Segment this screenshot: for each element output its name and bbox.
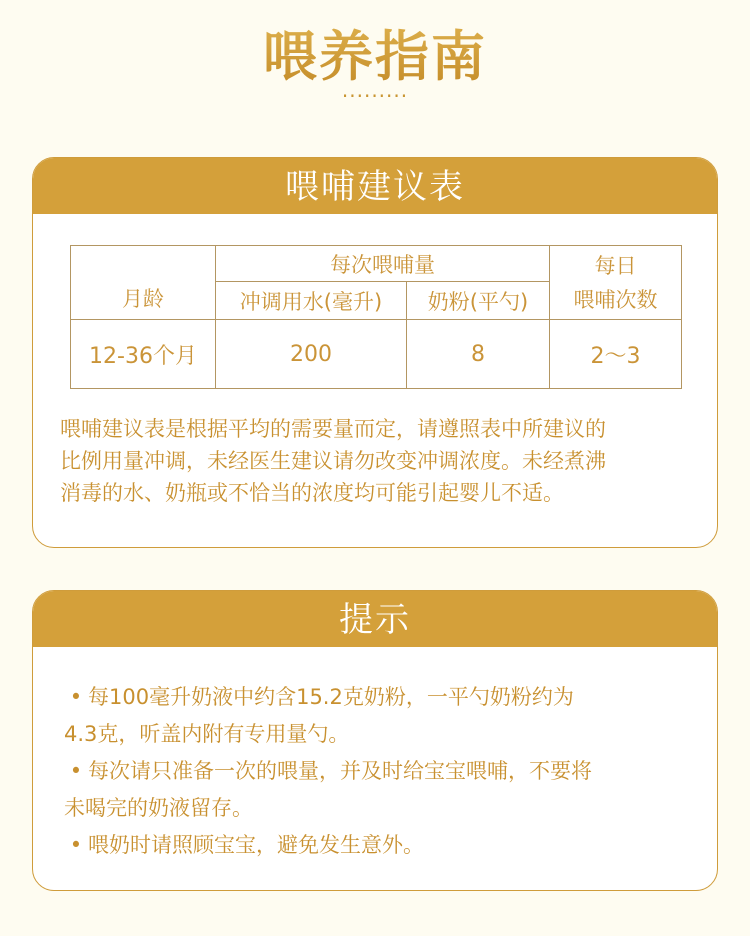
header-age: 月龄 xyxy=(71,246,216,320)
header-daily-line1: 每日 xyxy=(594,253,637,278)
tip-item-continued xyxy=(64,790,704,827)
tip-text: 4.3克，听盖内附有专用量勺。 xyxy=(64,722,350,746)
cell-powder: 8 xyxy=(407,320,550,389)
header-per-feed: 每次喂哺量 xyxy=(216,246,550,282)
note-line: 比例用量冲调，未经医生建议请勿改变冲调浓度。未经煮沸 xyxy=(60,449,606,473)
cell-age: 12-36个月 xyxy=(71,320,216,389)
cell-daily: 2～3 xyxy=(550,320,682,389)
tip-item xyxy=(64,827,704,864)
feeding-table xyxy=(70,245,682,389)
table-header-row xyxy=(71,246,682,282)
bullet-icon: • xyxy=(69,759,83,783)
tip-item xyxy=(64,753,704,790)
page-title: 喂养指南 xyxy=(0,22,750,92)
feeding-card-header: 喂哺建议表 xyxy=(33,158,717,214)
cell-water: 200 xyxy=(216,320,407,389)
tips-card xyxy=(32,590,718,891)
header-daily-line2: 喂哺次数 xyxy=(573,287,658,312)
tip-item-continued xyxy=(64,716,704,753)
tip-text: 未喝完的奶液留存。 xyxy=(64,796,253,820)
bullet-icon: • xyxy=(69,833,83,857)
tip-text: 喂奶时请照顾宝宝，避免发生意外。 xyxy=(88,833,424,857)
note-line: 喂哺建议表是根据平均的需要量而定，请遵照表中所建议的 xyxy=(60,417,606,441)
feeding-suggestion-card xyxy=(32,157,718,548)
feeding-note xyxy=(60,413,700,509)
tip-text: 每次请只准备一次的喂量，并及时给宝宝喂哺，不要将 xyxy=(88,759,592,783)
tips-list xyxy=(64,679,704,864)
header-water: 冲调用水(毫升) xyxy=(216,282,407,320)
tip-text: 每100毫升奶液中约含15.2克奶粉，一平勺奶粉约为 xyxy=(88,685,574,709)
title-dots-divider: ········· xyxy=(341,84,409,108)
header-daily-count xyxy=(550,246,682,320)
note-line: 消毒的水、奶瓶或不恰当的浓度均可能引起婴儿不适。 xyxy=(60,481,564,505)
header-powder: 奶粉(平勺) xyxy=(407,282,550,320)
table-row xyxy=(71,320,682,389)
tips-card-header: 提示 xyxy=(33,591,717,647)
tip-item xyxy=(64,679,704,716)
bullet-icon: • xyxy=(69,685,83,709)
